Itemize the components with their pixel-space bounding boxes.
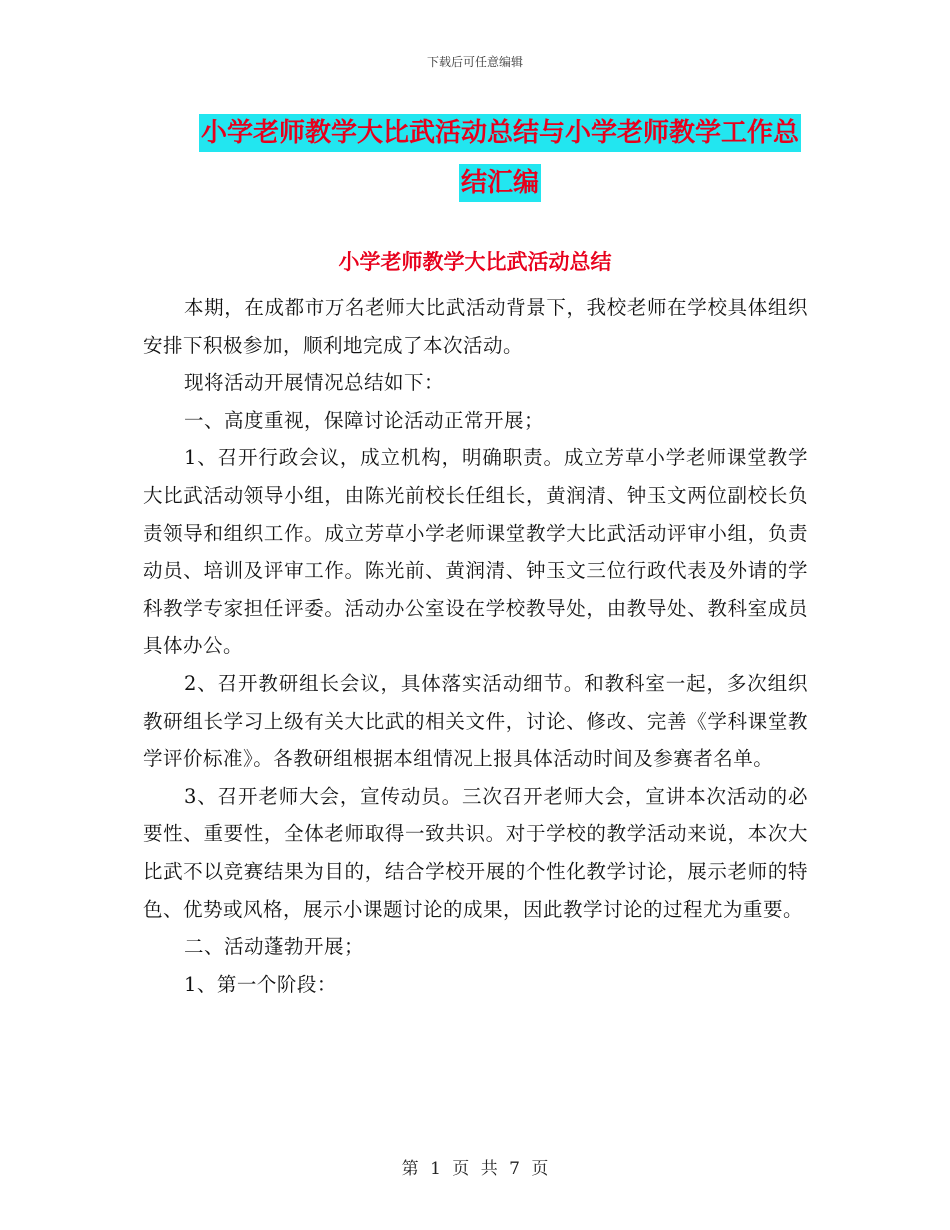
paragraph: 本期，在成都市万名老师大比武活动背景下，我校老师在学校具体组织安排下积极参加，顺利地完成了本次活动。 (143, 296, 808, 357)
page-number-footer: 第 1 页 共 7 页 (401, 1159, 549, 1179)
paragraph: 现将活动开展情况总结如下： (183, 371, 444, 395)
section-title: 小学老师教学大比武活动总结 (338, 249, 612, 274)
document-body (143, 289, 808, 1003)
paragraph: 3、召开老师大会，宣传动员。三次召开老师大会，宣讲本次活动的必要性、重要性，全体老师取得一致共识。对于学校的教学活动来说，本次大比武不以竞赛结果为目的，结合学校开展的个性化教学讨论，展示老师的特色、优势或风格，展示小课题讨论的成果，因此教学讨论的过程尤为重要。 (143, 784, 808, 921)
paragraph: 1、第一个阶段： (183, 972, 337, 996)
paragraph: 二、活动蓬勃开展； (183, 935, 364, 959)
document-title-line-1: 小学老师教学大比武活动总结与小学老师教学工作总 (199, 114, 801, 152)
paragraph: 一、高度重视，保障讨论活动正常开展； (183, 408, 544, 432)
header-note: 下载后可任意编辑 (426, 55, 523, 69)
paragraph: 1、召开行政会议，成立机构，明确职责。成立芳草小学老师课堂教学大比武活动领导小组，由陈光前校长任组长，黄润清、钟玉文两位副校长负责领导和组织工作。成立芳草小学老师课堂教学大比武活动评审小组，负责动员、培训及评审工作。陈光前、黄润清、钟玉文三位行政代表及外请的学科教学专家担任评委。活动办公室设在学校教导处，由教导处、教科室成员具体办公。 (143, 446, 808, 658)
document-title-line-2: 结汇编 (459, 164, 541, 202)
paragraph: 2、召开教研组长会议，具体落实活动细节。和教科室一起，多次组织教研组长学习上级有关大比武的相关文件，讨论、修改、完善《学科课堂教学评价标准》。各教研组根据本组情况上报具体活动时间及参赛者名单。 (143, 671, 808, 771)
document-title (140, 108, 860, 208)
